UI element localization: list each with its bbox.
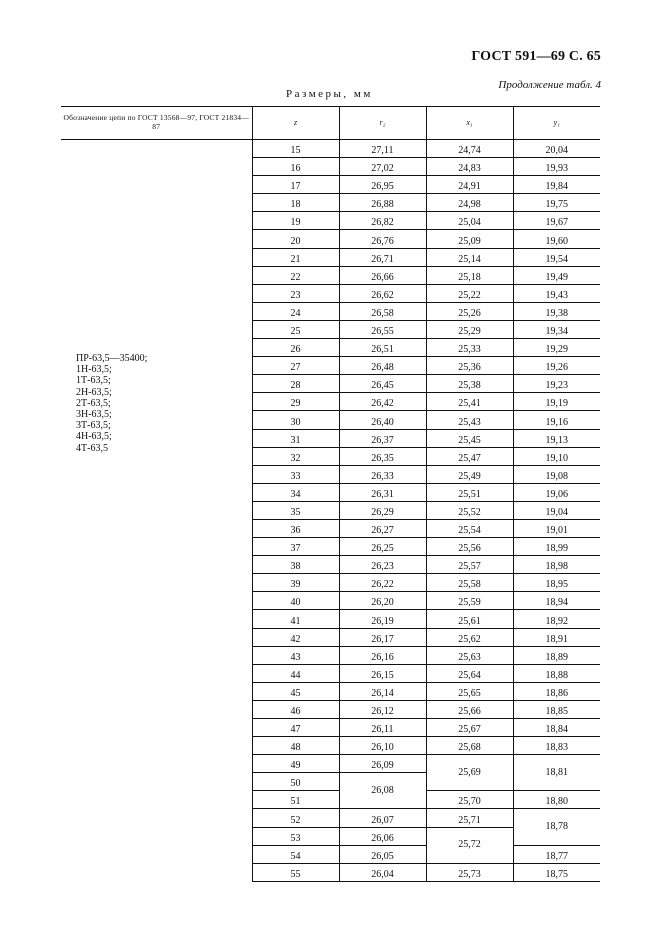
cell-y1: 19,26 xyxy=(513,357,600,375)
cell-z: 44 xyxy=(252,664,339,682)
cell-r2: 26,04 xyxy=(339,863,426,881)
chain-designation: 3Н-63,5; xyxy=(76,408,112,420)
chain-designation: 4Т-63,5 xyxy=(76,442,108,454)
cell-y1: 19,16 xyxy=(513,411,600,429)
cell-x1: 24,98 xyxy=(426,194,513,212)
cell-x1: 25,18 xyxy=(426,266,513,284)
cell-r2: 26,27 xyxy=(339,519,426,537)
document-code: ГОСТ 591—69 С. 65 xyxy=(471,49,601,64)
cell-y1: 19,13 xyxy=(513,429,600,447)
cell-y1: 19,23 xyxy=(513,375,600,393)
cell-r2: 26,20 xyxy=(339,592,426,610)
cell-z: 36 xyxy=(252,519,339,537)
cell-x1: 25,52 xyxy=(426,501,513,519)
cell-z: 38 xyxy=(252,556,339,574)
cell-y1: 19,34 xyxy=(513,320,600,338)
cell-x1: 25,22 xyxy=(426,284,513,302)
cell-y1: 18,99 xyxy=(513,538,600,556)
cell-y1: 19,49 xyxy=(513,266,600,284)
cell-z: 31 xyxy=(252,429,339,447)
cell-r2: 26,37 xyxy=(339,429,426,447)
table-row xyxy=(61,140,600,158)
cell-y1: 18,83 xyxy=(513,737,600,755)
cell-z: 20 xyxy=(252,230,339,248)
cell-x1: 25,64 xyxy=(426,664,513,682)
cell-z: 27 xyxy=(252,357,339,375)
dimensions-table xyxy=(61,106,600,882)
cell-x1: 25,70 xyxy=(426,791,513,809)
cell-x1: 25,38 xyxy=(426,375,513,393)
cell-y1: 19,04 xyxy=(513,501,600,519)
cell-z: 30 xyxy=(252,411,339,429)
cell-z: 21 xyxy=(252,248,339,266)
cell-x1: 25,41 xyxy=(426,393,513,411)
cell-r2: 26,08 xyxy=(339,773,426,809)
cell-x1: 25,43 xyxy=(426,411,513,429)
cell-r2: 26,14 xyxy=(339,682,426,700)
cell-y1: 19,38 xyxy=(513,302,600,320)
cell-r2: 26,40 xyxy=(339,411,426,429)
cell-x1: 25,73 xyxy=(426,863,513,881)
cell-r2: 26,66 xyxy=(339,266,426,284)
chain-designation: 2Т-63,5; xyxy=(76,397,111,409)
cell-z: 55 xyxy=(252,863,339,881)
cell-y1: 18,91 xyxy=(513,628,600,646)
cell-y1: 18,92 xyxy=(513,610,600,628)
cell-z: 41 xyxy=(252,610,339,628)
chain-designation: 1Н-63,5; xyxy=(76,364,112,376)
cell-r2: 26,71 xyxy=(339,248,426,266)
cell-z: 37 xyxy=(252,538,339,556)
cell-r2: 26,62 xyxy=(339,284,426,302)
chain-designation: 3Т-63,5; xyxy=(76,420,111,432)
cell-x1: 25,57 xyxy=(426,556,513,574)
cell-y1: 18,94 xyxy=(513,592,600,610)
cell-x1: 25,04 xyxy=(426,212,513,230)
cell-r2: 26,23 xyxy=(339,556,426,574)
cell-r2: 26,25 xyxy=(339,538,426,556)
cell-y1: 19,84 xyxy=(513,176,600,194)
cell-r2: 26,15 xyxy=(339,664,426,682)
cell-r2: 26,22 xyxy=(339,574,426,592)
cell-z: 18 xyxy=(252,194,339,212)
table-continuation-note: Продолжение табл. 4 xyxy=(498,79,601,91)
cell-r2: 26,82 xyxy=(339,212,426,230)
cell-r2: 26,16 xyxy=(339,646,426,664)
cell-z: 40 xyxy=(252,592,339,610)
cell-y1: 18,89 xyxy=(513,646,600,664)
cell-x1: 25,69 xyxy=(426,755,513,791)
cell-y1: 18,86 xyxy=(513,682,600,700)
cell-r2: 26,09 xyxy=(339,755,426,773)
cell-z: 29 xyxy=(252,393,339,411)
cell-x1: 25,45 xyxy=(426,429,513,447)
cell-y1: 19,08 xyxy=(513,465,600,483)
table-caption: Размеры, мм xyxy=(286,88,373,100)
cell-x1: 24,91 xyxy=(426,176,513,194)
cell-x1: 25,47 xyxy=(426,447,513,465)
cell-z: 16 xyxy=(252,158,339,176)
header-designation: Обозначение цепи по ГОСТ 13568—97, ГОСТ 21834—87 xyxy=(61,107,252,140)
cell-z: 43 xyxy=(252,646,339,664)
chain-designation-cell xyxy=(61,140,252,882)
cell-r2: 26,35 xyxy=(339,447,426,465)
cell-y1: 18,75 xyxy=(513,863,600,881)
cell-x1: 25,56 xyxy=(426,538,513,556)
cell-y1: 19,06 xyxy=(513,483,600,501)
cell-x1: 25,58 xyxy=(426,574,513,592)
cell-x1: 25,72 xyxy=(426,827,513,863)
cell-r2: 26,95 xyxy=(339,176,426,194)
cell-z: 28 xyxy=(252,375,339,393)
cell-y1: 19,43 xyxy=(513,284,600,302)
cell-z: 22 xyxy=(252,266,339,284)
cell-y1: 19,93 xyxy=(513,158,600,176)
cell-x1: 25,26 xyxy=(426,302,513,320)
cell-r2: 26,42 xyxy=(339,393,426,411)
cell-r2: 26,29 xyxy=(339,501,426,519)
cell-y1: 19,10 xyxy=(513,447,600,465)
cell-y1: 18,85 xyxy=(513,700,600,718)
cell-x1: 25,67 xyxy=(426,719,513,737)
cell-y1: 18,77 xyxy=(513,845,600,863)
cell-x1: 25,09 xyxy=(426,230,513,248)
cell-x1: 24,74 xyxy=(426,140,513,158)
cell-y1: 19,29 xyxy=(513,339,600,357)
cell-z: 17 xyxy=(252,176,339,194)
cell-y1: 18,80 xyxy=(513,791,600,809)
cell-r2: 26,17 xyxy=(339,628,426,646)
header-y1: y₁ xyxy=(513,107,600,140)
cell-r2: 26,48 xyxy=(339,357,426,375)
cell-x1: 25,63 xyxy=(426,646,513,664)
cell-r2: 27,11 xyxy=(339,140,426,158)
cell-x1: 25,49 xyxy=(426,465,513,483)
cell-x1: 25,14 xyxy=(426,248,513,266)
cell-y1: 18,78 xyxy=(513,809,600,845)
cell-x1: 25,71 xyxy=(426,809,513,827)
header-z: z xyxy=(252,107,339,140)
cell-y1: 18,95 xyxy=(513,574,600,592)
chain-designation: 4Н-63,5; xyxy=(76,431,112,443)
cell-z: 32 xyxy=(252,447,339,465)
cell-r2: 26,19 xyxy=(339,610,426,628)
cell-z: 50 xyxy=(252,773,339,791)
cell-y1: 19,54 xyxy=(513,248,600,266)
cell-z: 52 xyxy=(252,809,339,827)
cell-y1: 19,19 xyxy=(513,393,600,411)
cell-y1: 18,81 xyxy=(513,755,600,791)
header-x1: x₁ xyxy=(426,107,513,140)
cell-z: 49 xyxy=(252,755,339,773)
cell-z: 46 xyxy=(252,700,339,718)
cell-x1: 25,59 xyxy=(426,592,513,610)
cell-y1: 18,84 xyxy=(513,719,600,737)
cell-z: 33 xyxy=(252,465,339,483)
cell-z: 25 xyxy=(252,320,339,338)
header-r2: r₂ xyxy=(339,107,426,140)
cell-r2: 26,11 xyxy=(339,719,426,737)
cell-r2: 26,51 xyxy=(339,339,426,357)
cell-r2: 26,33 xyxy=(339,465,426,483)
cell-z: 54 xyxy=(252,845,339,863)
cell-r2: 26,88 xyxy=(339,194,426,212)
cell-x1: 25,62 xyxy=(426,628,513,646)
cell-z: 26 xyxy=(252,339,339,357)
cell-x1: 24,83 xyxy=(426,158,513,176)
chain-designation: ПР-63,5—35400; xyxy=(76,353,148,364)
chain-designation: 2Н-63,5; xyxy=(76,386,112,398)
cell-y1: 20,04 xyxy=(513,140,600,158)
cell-z: 53 xyxy=(252,827,339,845)
cell-y1: 19,75 xyxy=(513,194,600,212)
cell-r2: 26,45 xyxy=(339,375,426,393)
cell-z: 48 xyxy=(252,737,339,755)
cell-y1: 19,01 xyxy=(513,519,600,537)
cell-r2: 26,31 xyxy=(339,483,426,501)
cell-y1: 18,88 xyxy=(513,664,600,682)
cell-x1: 25,51 xyxy=(426,483,513,501)
cell-r2: 26,55 xyxy=(339,320,426,338)
chain-designation: 1Т-63,5; xyxy=(76,375,111,387)
cell-x1: 25,33 xyxy=(426,339,513,357)
cell-z: 42 xyxy=(252,628,339,646)
cell-r2: 26,07 xyxy=(339,809,426,827)
cell-z: 47 xyxy=(252,719,339,737)
cell-x1: 25,29 xyxy=(426,320,513,338)
table-header-row xyxy=(61,107,600,140)
cell-r2: 26,10 xyxy=(339,737,426,755)
cell-z: 35 xyxy=(252,501,339,519)
cell-z: 34 xyxy=(252,483,339,501)
cell-r2: 26,06 xyxy=(339,827,426,845)
cell-x1: 25,61 xyxy=(426,610,513,628)
cell-x1: 25,68 xyxy=(426,737,513,755)
cell-x1: 25,36 xyxy=(426,357,513,375)
cell-y1: 18,98 xyxy=(513,556,600,574)
cell-z: 23 xyxy=(252,284,339,302)
cell-r2: 27,02 xyxy=(339,158,426,176)
cell-x1: 25,66 xyxy=(426,700,513,718)
cell-y1: 19,67 xyxy=(513,212,600,230)
cell-z: 39 xyxy=(252,574,339,592)
cell-r2: 26,58 xyxy=(339,302,426,320)
cell-x1: 25,54 xyxy=(426,519,513,537)
cell-z: 19 xyxy=(252,212,339,230)
cell-y1: 19,60 xyxy=(513,230,600,248)
cell-r2: 26,05 xyxy=(339,845,426,863)
cell-z: 51 xyxy=(252,791,339,809)
cell-x1: 25,65 xyxy=(426,682,513,700)
cell-r2: 26,12 xyxy=(339,700,426,718)
cell-z: 24 xyxy=(252,302,339,320)
cell-z: 45 xyxy=(252,682,339,700)
cell-z: 15 xyxy=(252,140,339,158)
cell-r2: 26,76 xyxy=(339,230,426,248)
